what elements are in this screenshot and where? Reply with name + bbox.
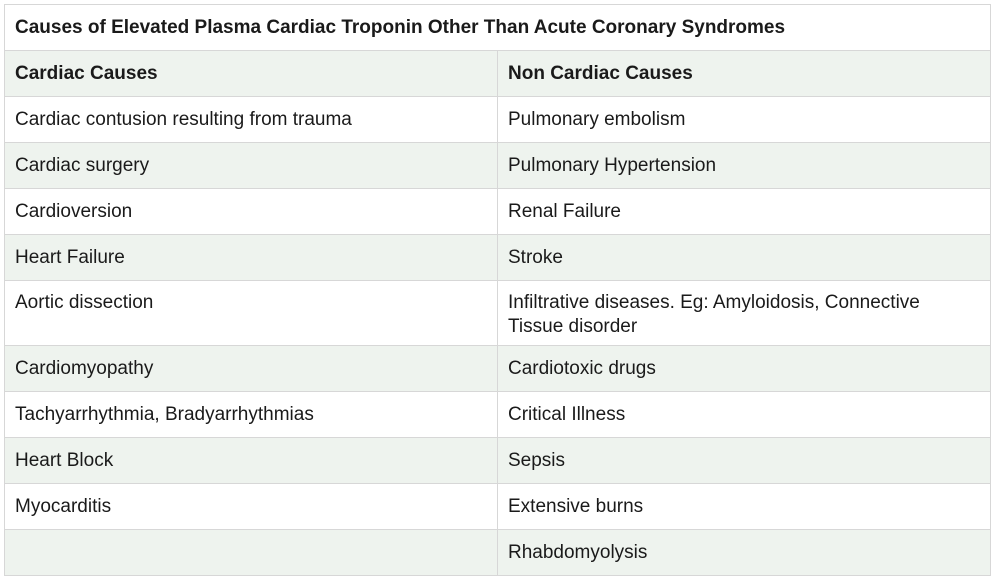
table-row [5, 392, 991, 438]
cardiac-cause-cell: Heart Failure [5, 235, 498, 281]
cardiac-cause-cell [5, 530, 498, 576]
non-cardiac-cause-cell: Infiltrative diseases. Eg: Amyloidosis, Connective Tissue disorder [498, 281, 991, 346]
cardiac-cause-cell: Cardiac surgery [5, 143, 498, 189]
non-cardiac-cause-cell: Extensive burns [498, 484, 991, 530]
non-cardiac-cause-cell: Renal Failure [498, 189, 991, 235]
table-row [5, 97, 991, 143]
table-row [5, 438, 991, 484]
non-cardiac-cause-cell: Pulmonary Hypertension [498, 143, 991, 189]
header-cardiac-causes: Cardiac Causes [5, 51, 498, 97]
table-row [5, 346, 991, 392]
non-cardiac-cause-cell: Stroke [498, 235, 991, 281]
table-row [5, 281, 991, 346]
table-row [5, 530, 991, 576]
header-non-cardiac-causes: Non Cardiac Causes [498, 51, 991, 97]
cardiac-cause-cell: Heart Block [5, 438, 498, 484]
non-cardiac-cause-cell: Sepsis [498, 438, 991, 484]
cardiac-cause-cell: Aortic dissection [5, 281, 498, 346]
table-row [5, 189, 991, 235]
table-header-row [5, 51, 991, 97]
non-cardiac-cause-cell: Pulmonary embolism [498, 97, 991, 143]
table-row [5, 143, 991, 189]
table-title-row [5, 5, 991, 51]
troponin-causes-table-container [4, 4, 990, 576]
troponin-causes-table [4, 4, 991, 576]
table-row [5, 484, 991, 530]
non-cardiac-cause-cell: Critical Illness [498, 392, 991, 438]
cardiac-cause-cell: Cardiac contusion resulting from trauma [5, 97, 498, 143]
table-row [5, 235, 991, 281]
non-cardiac-cause-cell: Rhabdomyolysis [498, 530, 991, 576]
non-cardiac-cause-cell: Cardiotoxic drugs [498, 346, 991, 392]
cardiac-cause-cell: Tachyarrhythmia, Bradyarrhythmias [5, 392, 498, 438]
cardiac-cause-cell: Cardiomyopathy [5, 346, 498, 392]
table-title: Causes of Elevated Plasma Cardiac Troponin Other Than Acute Coronary Syndromes [5, 5, 991, 51]
cardiac-cause-cell: Cardioversion [5, 189, 498, 235]
cardiac-cause-cell: Myocarditis [5, 484, 498, 530]
